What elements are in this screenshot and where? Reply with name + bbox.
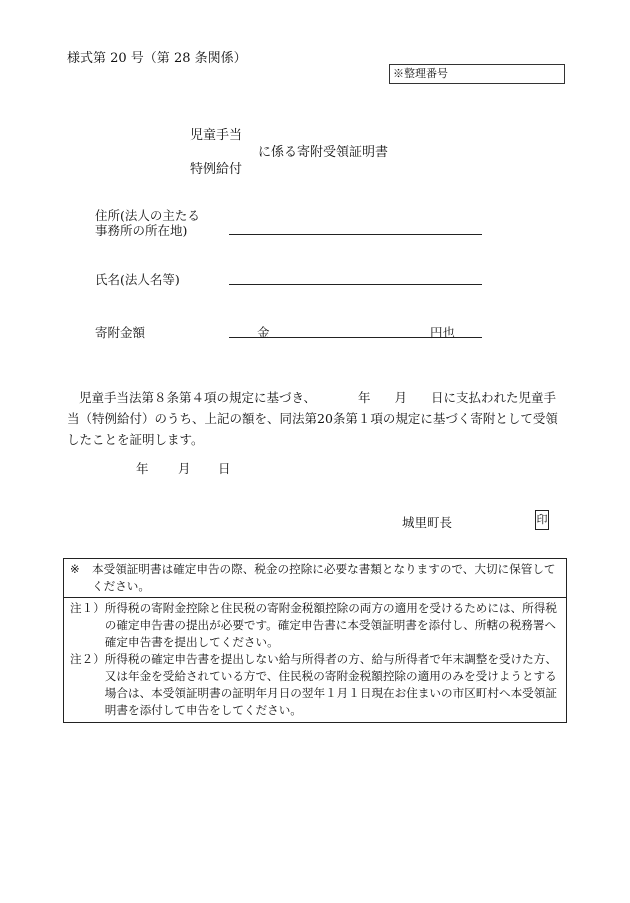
title-line-2: に係る寄附受領証明書 <box>258 145 389 160</box>
note-2-mark: 注２） <box>70 652 105 666</box>
seal-mark: 印 <box>535 510 549 530</box>
date-day: 日 <box>218 461 231 476</box>
asterisk-mark: ※ <box>70 562 80 576</box>
title-line-1: 児童手当 <box>190 128 243 143</box>
address-label-2: 事務所の所在地) <box>95 223 188 238</box>
amount-suffix: 円也 <box>430 325 456 340</box>
form-number: 様式第 20 号（第 28 条関係） <box>67 51 247 66</box>
amount-label: 寄附金額 <box>95 325 146 340</box>
statement-month: 月 <box>394 390 408 405</box>
address-field-line[interactable] <box>229 234 482 235</box>
seiri-number-box[interactable] <box>389 64 565 84</box>
asterisk-note <box>64 559 566 598</box>
issuer-name: 城里町長 <box>402 515 453 530</box>
name-field-line[interactable] <box>229 284 482 285</box>
note-1-mark: 注１） <box>70 601 105 615</box>
address-label-1: 住所(法人の主たる <box>95 208 200 223</box>
date-year: 年 <box>136 461 149 476</box>
seiri-number-label: ※整理番号 <box>393 67 448 80</box>
note-2-text: 所得税の確定申告書を提出しない給与所得者の方、給与所得者で年末調整を受けた方、又は年金を受給されている方で、住民税の寄附金税額控除の適用のみを受けようとする場合は、本受領証明書の証明年月日の翌年１月１日現在お住まいの市区町村へ本受領証明書を添付して申告をしてください。 <box>104 652 557 717</box>
statement-part-1: 児童手当法第８条第４項の規定に基づき、 <box>79 390 317 405</box>
certification-statement <box>67 387 567 450</box>
asterisk-text: 本受領証明書は確定申告の際、税金の控除に必要な書類となりますので、大切に保管してください。 <box>92 562 556 593</box>
date-month: 月 <box>178 461 191 476</box>
notes-list <box>64 598 566 722</box>
title-line-3: 特例給付 <box>190 162 243 177</box>
amount-field-line[interactable] <box>229 337 482 338</box>
statement-year: 年 <box>358 390 371 405</box>
notes-box <box>63 558 567 723</box>
name-label: 氏名(法人名等) <box>95 272 180 287</box>
note-1-text: 所得税の寄附金控除と住民税の寄附金税額控除の両方の適用を受けるためには、所得税の確定申告書の提出が必要です。確定申告書に本受領証明書を添付し、所轄の税務署へ確定申告書を提出してください。 <box>104 601 557 649</box>
note-1 <box>70 600 562 651</box>
note-2 <box>70 651 562 719</box>
statement-rest: 日に支払われた児童手当（特例給付）のうち、上記の額を、同法第20条第１項の規定に基づく寄附として受領したことを証明します。 <box>67 390 558 447</box>
amount-prefix: 金 <box>257 325 270 340</box>
